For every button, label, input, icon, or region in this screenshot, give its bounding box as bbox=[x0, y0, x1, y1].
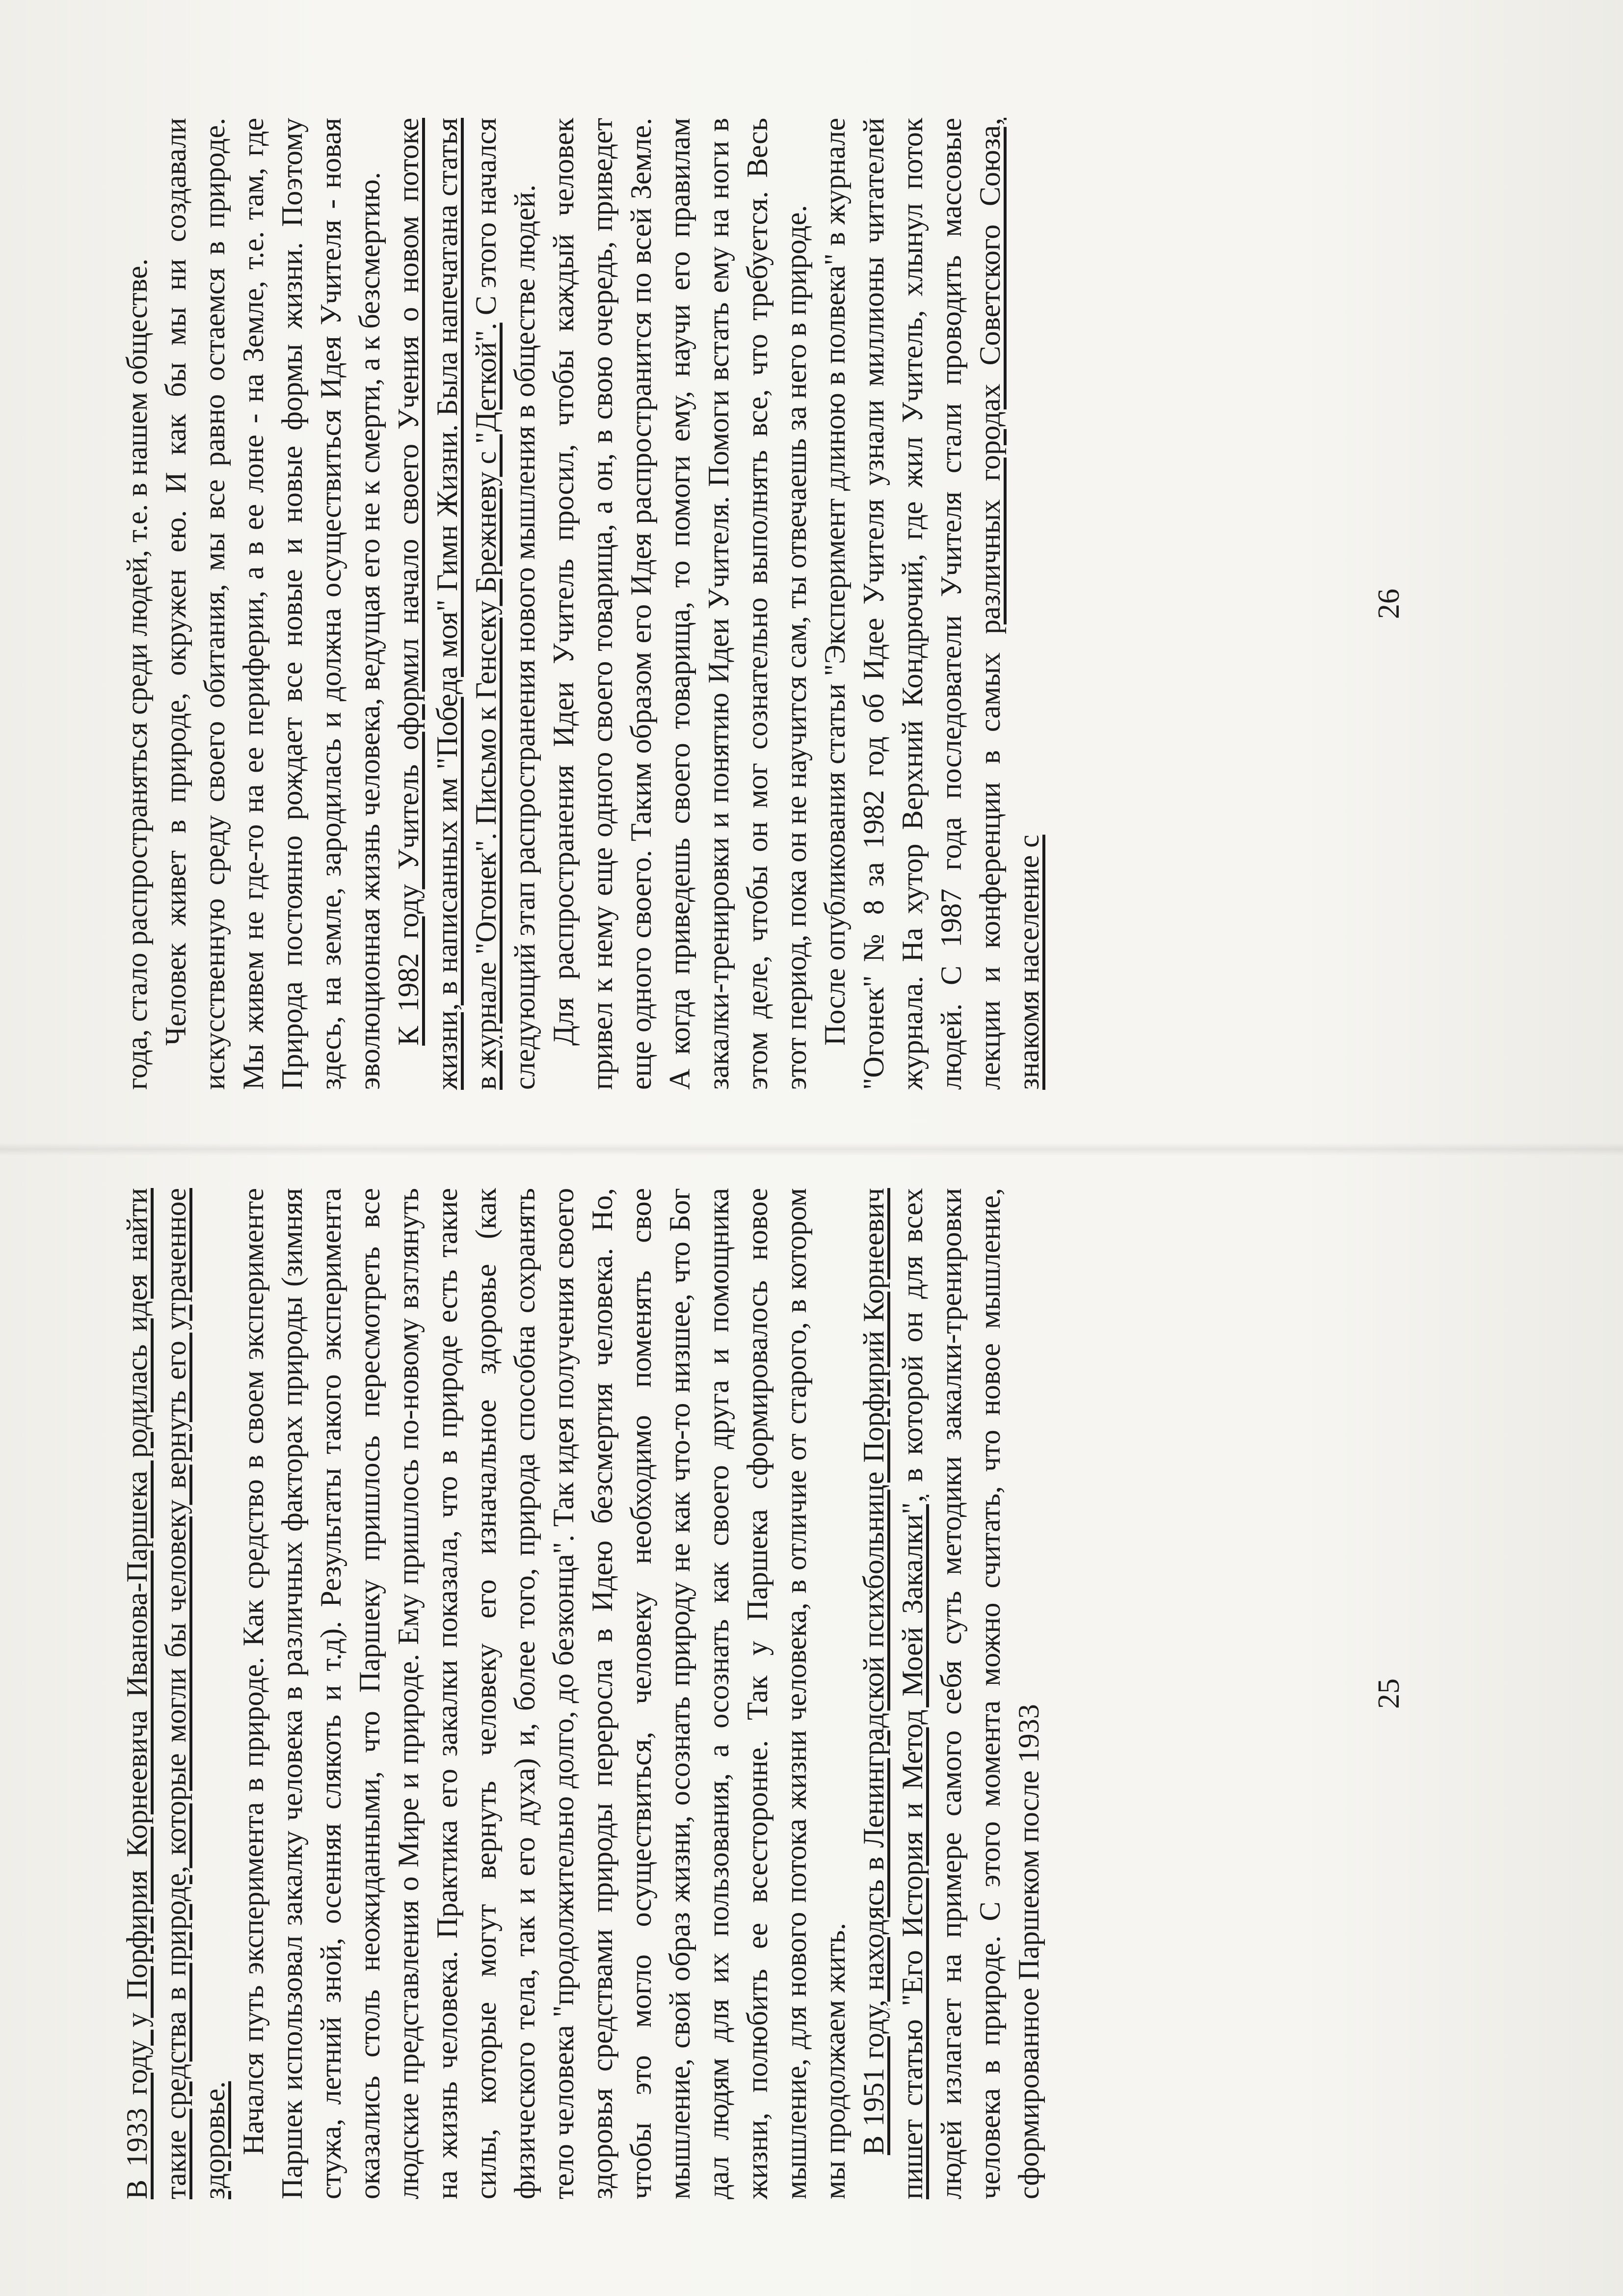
paragraph-1982 bbox=[389, 118, 544, 1090]
page-number: 26 bbox=[1372, 589, 1406, 619]
paragraph-1951-rest: в которой он для всех людей излагает на примере самого себя суть методики закалки-тренировки человека в природе. С этого момента можно считать, что новое мышление, сформированное Паршеком после 1933 bbox=[896, 1188, 1045, 2199]
underlined-soviet-cities: различных городах Советского Союза, знакомя население с bbox=[974, 118, 1045, 1090]
underlined-1982: К 1982 году Учитель оформил начало своего Учения о новом потоке жизни, в написанных им "Победа моя" Гимн Жизни. Была напечатана статья в журнале "Огонек". Письмо к Генсеку Брежневу с "Деткой". bbox=[392, 118, 502, 1090]
underlined-1951: В 1951 году, находясь в Ленинградской психбольнице Порфирий Корнеевич пишет статью "Его История и Метод Моей Закалки", bbox=[857, 1188, 929, 2199]
paragraph-1933 bbox=[118, 1188, 234, 2199]
page-26 bbox=[118, 118, 1443, 1090]
paragraph-ogonek bbox=[816, 118, 1048, 1090]
paragraph-continuation: года, стало распространяться среди людей, т.е. в нашем обществе. bbox=[121, 258, 153, 1090]
paragraph-1982-rest: С этого начался следующий этап распространения нового мышления в обществе людей. bbox=[470, 118, 541, 1090]
page-25 bbox=[118, 1188, 1443, 2199]
paragraph-experiment: Начался путь эксперимента в природе. Как средство в своем эксперименте Паршек использовал закалку человека в различных факторах природы (зимняя стужа, летний зной, осенняя слякоть и т.д). Результаты такого эксперимента оказались столь неожиданными, что Паршеку пришлось пересмотреть все людские представления о Мире и природе. Ему пришлось по-новому взглянуть на жизнь человека. Практика его закалки показала, что в природе есть такие силы, которые могут вернуть человеку его изначальное здоровье (как физического тела, так и его духа) и, более того, природа способна сохранять тело человека "продолжительно долго, до безконца". Так идея получения своего здоровья средствами природы переросла в Идею безсмертия человека. Но, чтобы это могло осуществиться, человеку необходимо поменять свое мышление, свой образ жизни, осознать природу не как что-то низшее, что Бог дал людям для их пользования, а осознать как своего друга и помощника жизни, полюбить ее всесторонне. Так у Паршека сформировалось новое мышление, для нового потока жизни человека, в отличие от старого, в котором мы продолжаем жить. bbox=[237, 1188, 851, 2199]
underlined-intro-1933: В 1933 году у Порфирия Корнеевича Иванова-Паршека родилась идея найти такие средства в природе, которые могли бы человеку вернуть его утраченное здоровье. bbox=[121, 1188, 231, 2199]
paragraph-nature: Человек живет в природе, окружен ею. И как бы мы ни создавали искусственную среду своего обитания, мы все равно остаемся в природе. Мы живем не где-то на ее периферии, а в ее лоне - на Земле, т.е. там, где Природа постоянно рождает все новые и новые формы жизни. Поэтому здесь, на земле, зародилась и должна осуществиться Идея Учителя - новая эволюционная жизнь человека, ведущая его не к смерти, а к безсмертию. bbox=[160, 118, 386, 1090]
page-number: 25 bbox=[1372, 1678, 1406, 1709]
paragraph-1951 bbox=[854, 1188, 1048, 2199]
page-fold bbox=[0, 1143, 1623, 1156]
paragraph-ogonek-text: После опубликования статьи "Эксперимент длиною в полвека" в журнале "Огонек" № 8 за 1982 год об Идее Учителя узнали миллионы читателей журнала. На хутор Верхний Кондрючий, где жил Учитель, хлынул поток людей. С 1987 года последователи Учителя стали проводить массовые лекции и конференции в самых bbox=[819, 118, 1006, 1090]
paragraph-spreading-idea: Для распространения Идеи Учитель просил, чтобы каждый человек привел к нему еще одного своего товарища, а он, в свою очередь, приведет еще одного своего. Таким образом его Идея распространится по всей Земле. А когда приведешь своего товарища, то помоги ему, научи его правилам закалки-тренировки и понятию Идеи Учителя. Помоги встать ему на ноги в этом деле, чтобы он мог сознательно выполнять все, что требуется. Весь этот период, пока он не научится сам, ты отвечаешь за него в природе. bbox=[547, 118, 812, 1090]
